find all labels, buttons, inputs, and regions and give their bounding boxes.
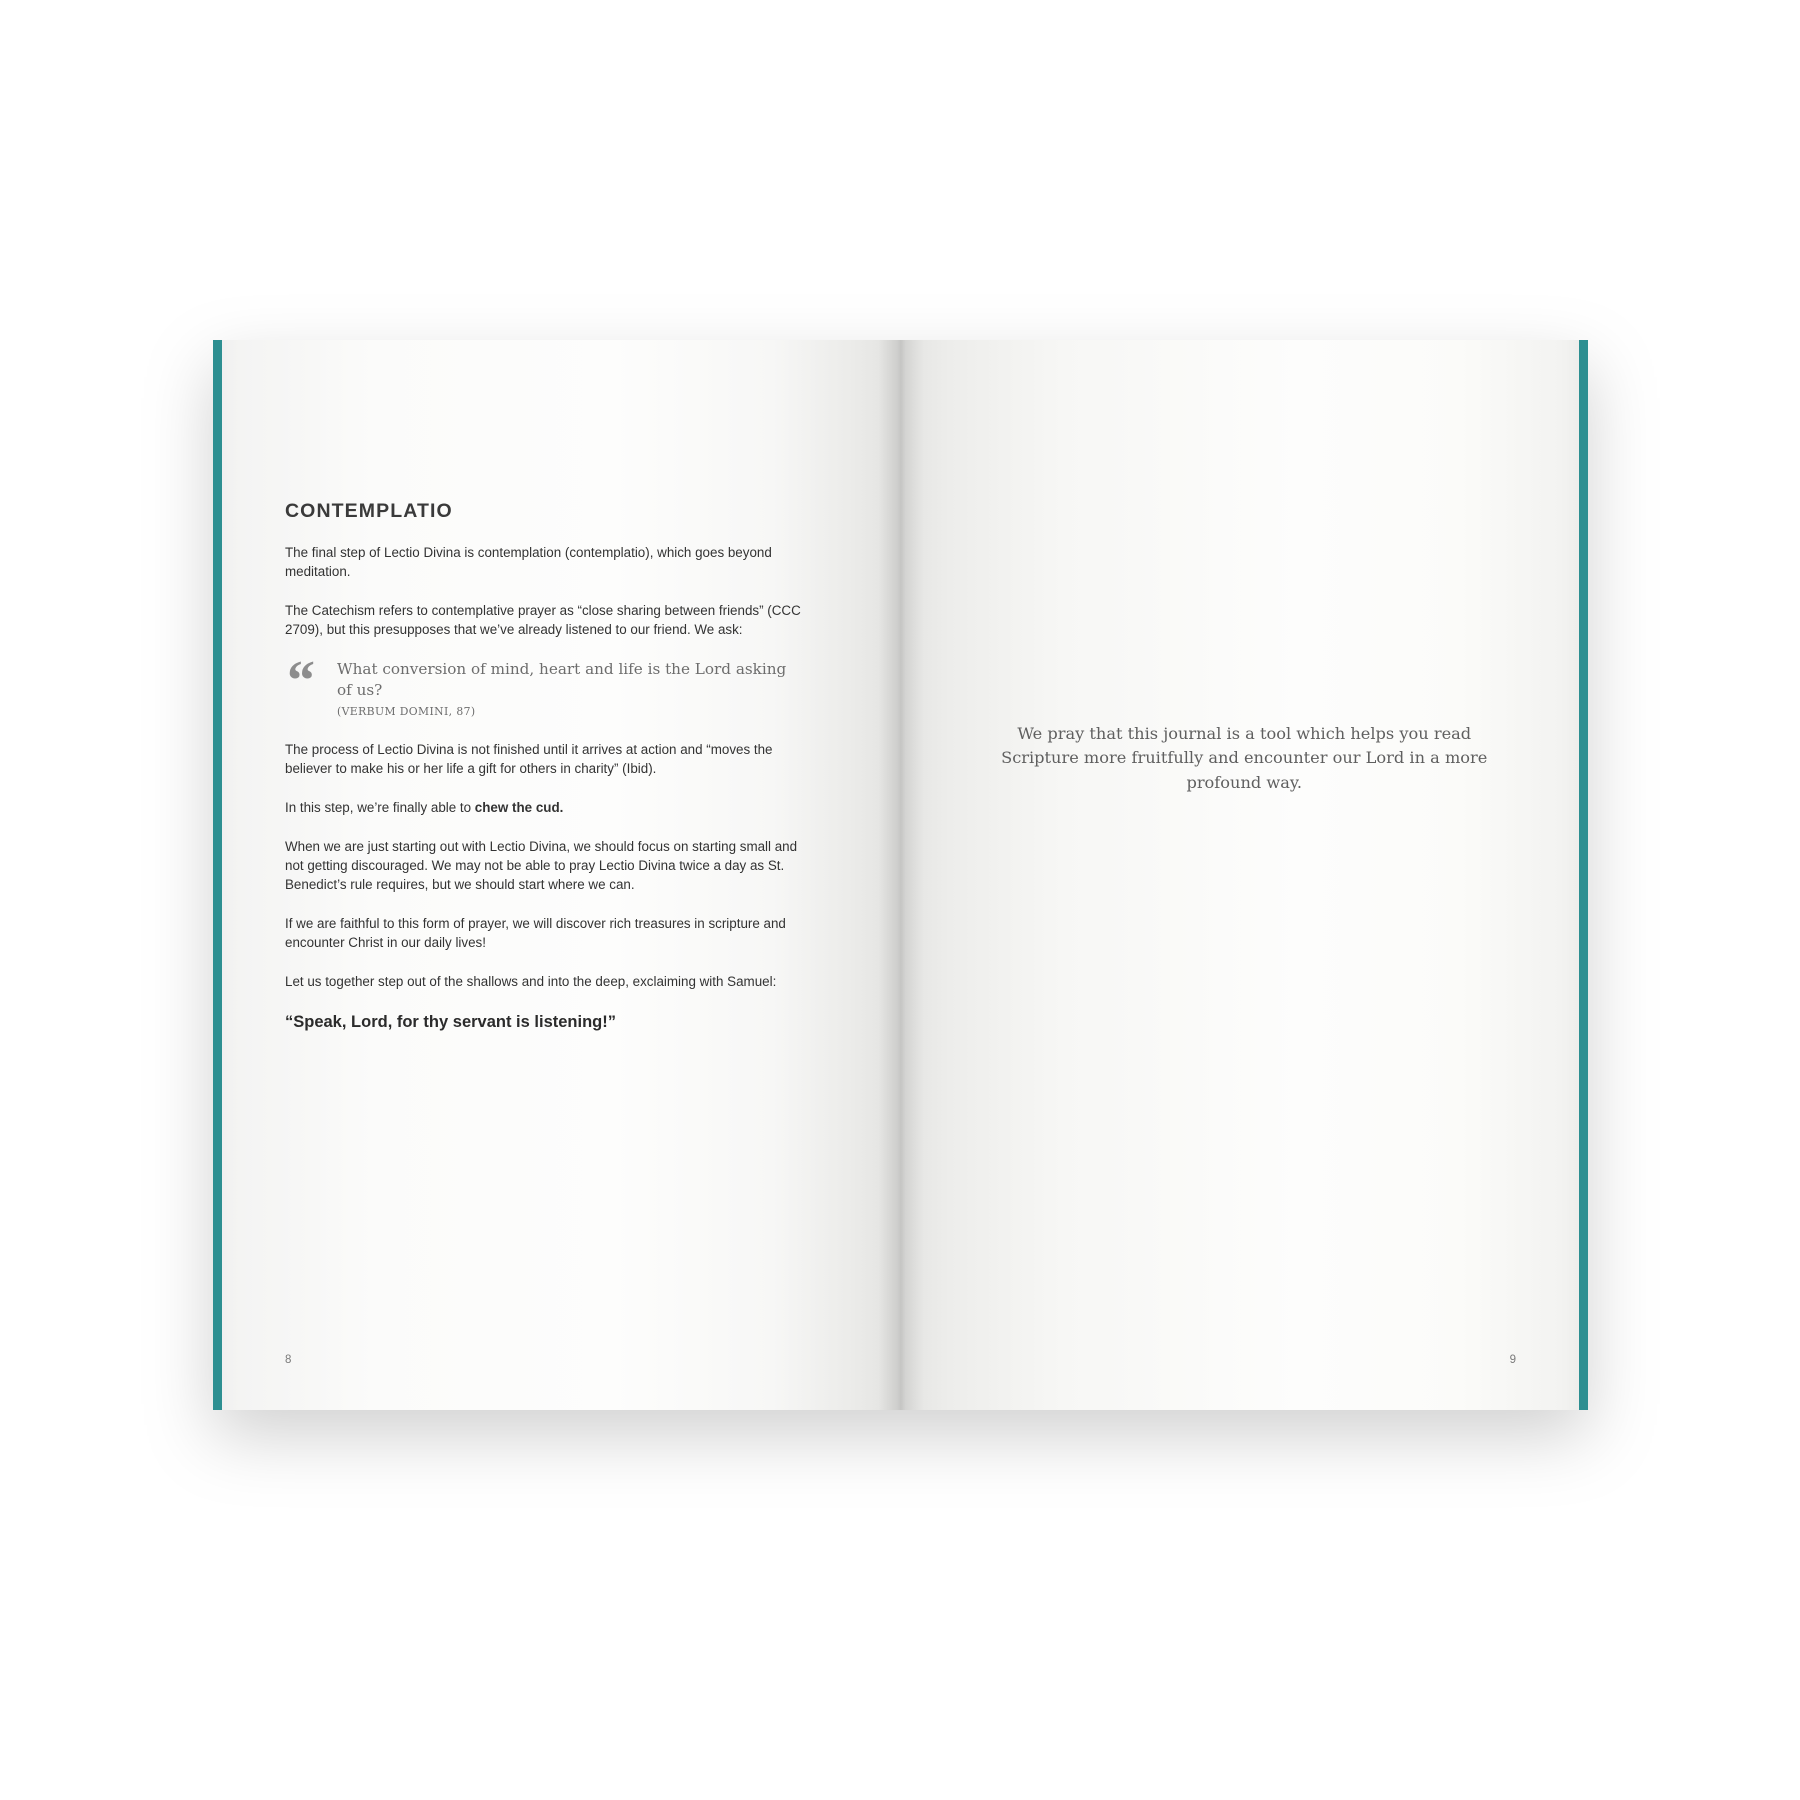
closing-quote: “Speak, Lord, for thy servant is listening!” [285,1013,616,1032]
chew-line-emphasis: chew the cud. [474,800,564,816]
pull-quote-text: What conversion of mind, heart and life is the Lord asking of us? [337,660,787,700]
spine-edge-left [213,340,222,1410]
right-page-content [901,722,1589,795]
page-number-left: 8 [285,1354,292,1366]
paragraph-catechism: The Catechism refers to contemplative prayer as “close sharing between friends” (CCC 2709), but this presupposes that we’ve already listened to our friend. We ask: [285,603,801,638]
page-number-right: 9 [1509,1354,1516,1366]
paragraph-intro: The final step of Lectio Divina is contemplation (contemplatio), which goes beyond meditation. [285,545,772,580]
chew-line-prefix: In this step, we’re finally able to [285,800,475,816]
paragraph-process: The process of Lectio Divina is not finished until it arrives at action and “moves the believer to make his or her life a gift for others in charity” (Ibid). [285,742,773,777]
book-spread [213,340,1588,1410]
paragraph-faithful: If we are faithful to this form of prayer, we will discover rich treasures in scripture and encounter Christ in our daily lives! [285,916,786,951]
prayer-text: We pray that this journal is a tool which helps you read Scripture more fruitfully and encounter our Lord in a more profound way. [1001,724,1488,792]
right-page [901,340,1589,1410]
spine-edge-right [1579,340,1588,1410]
left-page-content [285,500,805,1032]
quotation-mark-icon: “ [287,650,315,713]
paragraph-chew-the-cud [285,798,805,817]
page-title: CONTEMPLATIO [285,500,453,522]
paragraph-starting-out: When we are just starting out with Lectio Divina, we should focus on starting small and not getting discouraged. We may not be able to pray Lectio Divina twice a day as St. Benedict’s rule requires, but we should start where we can. [285,839,798,893]
paragraph-samuel: Let us together step out of the shallows and into the deep, exclaiming with Samuel: [285,974,777,990]
pull-quote-citation: (VERBUM DOMINI, 87) [337,705,476,719]
pull-quote [285,650,805,719]
left-page [213,340,901,1410]
